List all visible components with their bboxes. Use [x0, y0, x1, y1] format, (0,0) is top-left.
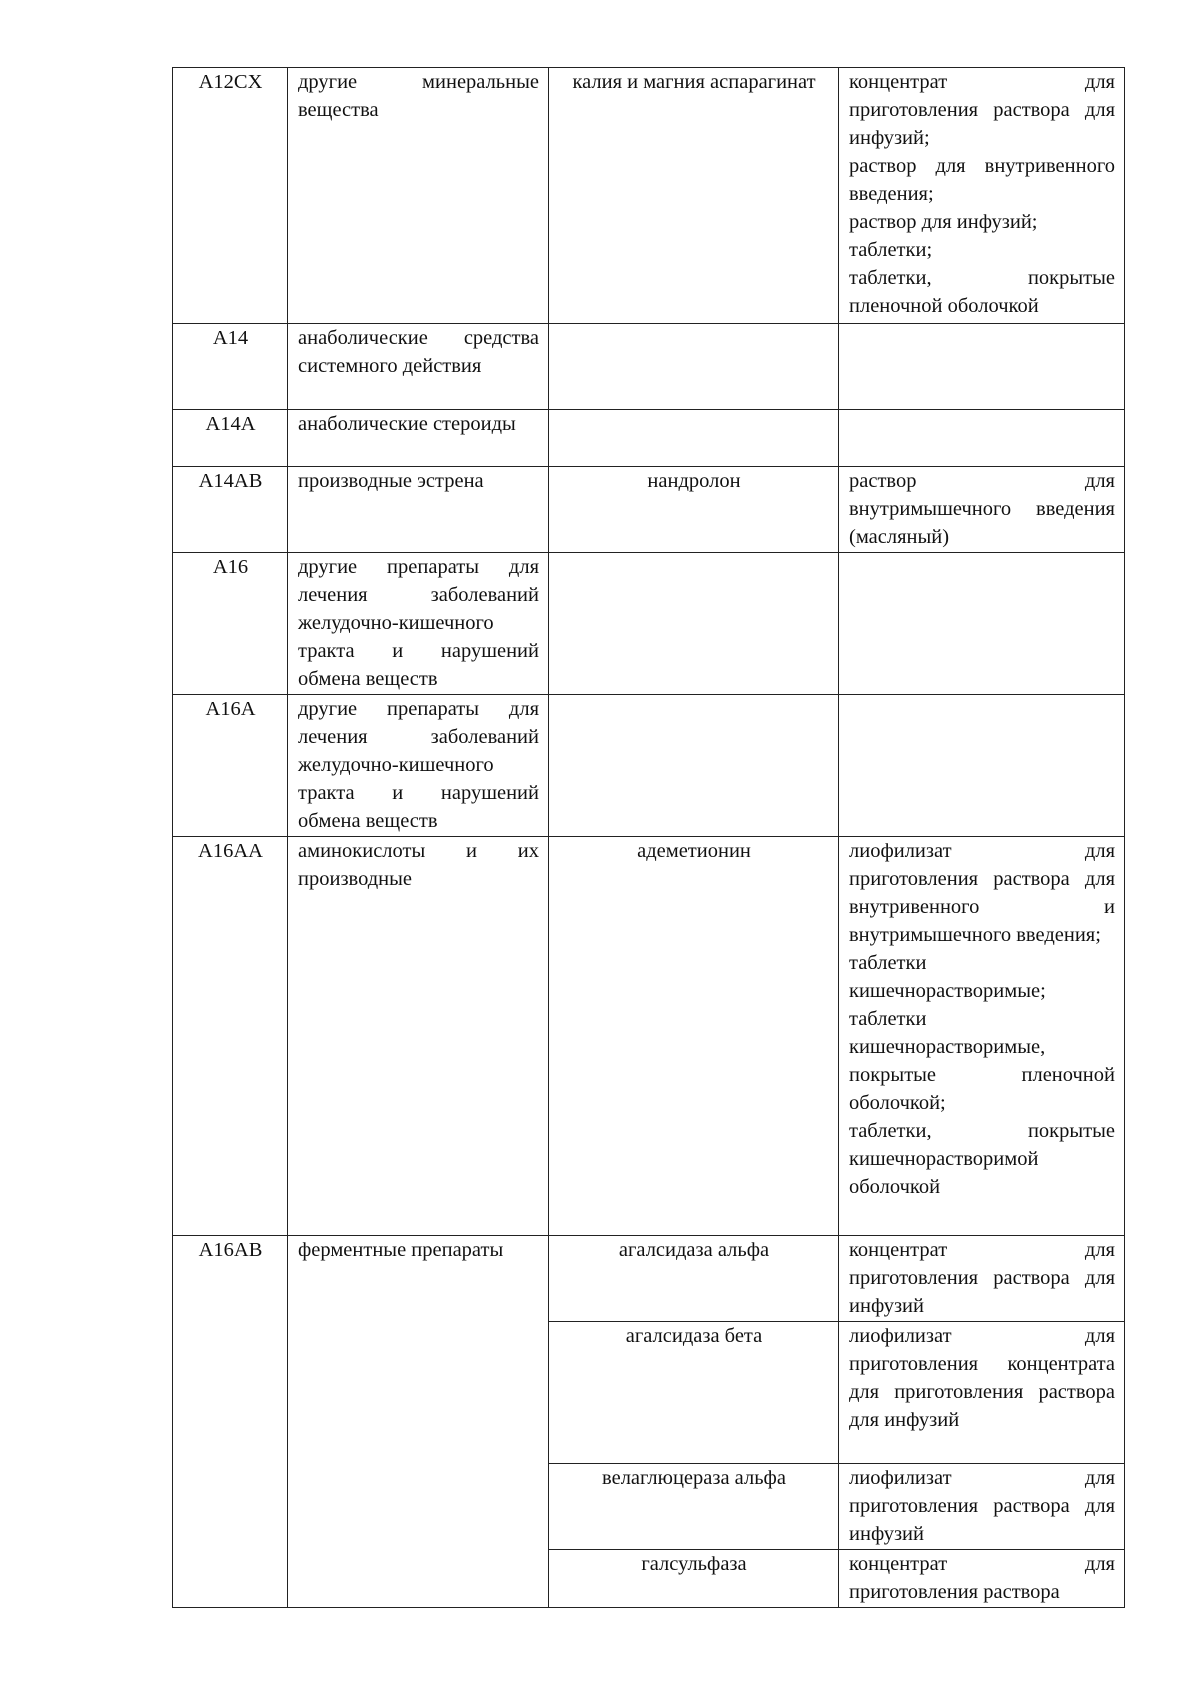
dosage-forms — [839, 1464, 1125, 1550]
drug-name — [549, 695, 839, 837]
atc-group-name: ферментные препараты — [288, 1236, 549, 1608]
dosage-form: раствор для внутривенного введения; — [849, 155, 1115, 205]
dosage-forms — [839, 1550, 1125, 1608]
atc-code: A14AB — [173, 467, 288, 553]
table-row — [173, 1236, 1125, 1322]
dosage-forms — [839, 695, 1125, 837]
drug-name: калия и магния аспарагинат — [549, 68, 839, 324]
table-row — [173, 837, 1125, 1236]
dosage-form: лиофилизат для приготовления раствора для инфузий — [849, 1467, 1115, 1545]
drug-name: нандролон — [549, 467, 839, 553]
atc-code: A16AA — [173, 837, 288, 1236]
dosage-form: лиофилизат для приготовления раствора для внутривенного и внутримышечного введения; — [849, 840, 1115, 946]
dosage-forms — [839, 410, 1125, 467]
drug-name — [549, 410, 839, 467]
medication-table — [172, 67, 1125, 1608]
table-row — [173, 324, 1125, 410]
table-row — [173, 553, 1125, 695]
drug-name: велаглюцераза альфа — [549, 1464, 839, 1550]
atc-group-name: другие препараты для лечения заболеваний желудочно-кишечного тракта и нарушений обмена веществ — [288, 553, 549, 695]
table-row — [173, 467, 1125, 553]
atc-group-name: другие минеральные вещества — [288, 68, 549, 324]
atc-group-name: другие препараты для лечения заболеваний желудочно-кишечного тракта и нарушений обмена веществ — [288, 695, 549, 837]
dosage-form: концентрат для приготовления раствора для инфузий; — [849, 71, 1115, 149]
table-row — [173, 695, 1125, 837]
dosage-form: концентрат для приготовления раствора — [849, 1553, 1115, 1603]
dosage-forms — [839, 1322, 1125, 1464]
drug-name: галсульфаза — [549, 1550, 839, 1608]
dosage-forms — [839, 1236, 1125, 1322]
atc-code: A16AB — [173, 1236, 288, 1608]
atc-group-name: производные эстрена — [288, 467, 549, 553]
dosage-form: таблетки; — [849, 239, 933, 261]
atc-code: A16 — [173, 553, 288, 695]
dosage-form: раствор для инфузий; — [849, 211, 1038, 233]
table-row — [173, 410, 1125, 467]
dosage-forms — [839, 467, 1125, 553]
dosage-forms — [839, 68, 1125, 324]
dosage-form: таблетки, покрытые пленочной оболочкой — [849, 267, 1115, 317]
atc-code: A12CX — [173, 68, 288, 324]
dosage-forms — [839, 324, 1125, 410]
table-row — [173, 68, 1125, 324]
dosage-forms — [839, 553, 1125, 695]
drug-name: агалсидаза альфа — [549, 1236, 839, 1322]
atc-group-name: анаболические стероиды — [288, 410, 549, 467]
dosage-form: концентрат для приготовления раствора для инфузий — [849, 1239, 1115, 1317]
dosage-form: таблетки кишечнорастворимые; — [849, 952, 1046, 1002]
atc-group-name: анаболические средства системного действия — [288, 324, 549, 410]
dosage-form: таблетки, покрытые кишечнорастворимой оболочкой — [849, 1120, 1115, 1198]
atc-code: A14A — [173, 410, 288, 467]
dosage-forms — [839, 837, 1125, 1236]
dosage-form: лиофилизат для приготовления концентрата для приготовления раствора для инфузий — [849, 1325, 1115, 1431]
drug-name: агалсидаза бета — [549, 1322, 839, 1464]
drug-name — [549, 324, 839, 410]
drug-name: адеметионин — [549, 837, 839, 1236]
dosage-form: таблетки кишечнорастворимые, покрытые пленочной оболочкой; — [849, 1008, 1115, 1114]
atc-code: A16A — [173, 695, 288, 837]
drug-name — [549, 553, 839, 695]
atc-code: A14 — [173, 324, 288, 410]
dosage-form: раствор для внутримышечного введения (масляный) — [849, 470, 1115, 548]
atc-group-name: аминокислоты и их производные — [288, 837, 549, 1236]
